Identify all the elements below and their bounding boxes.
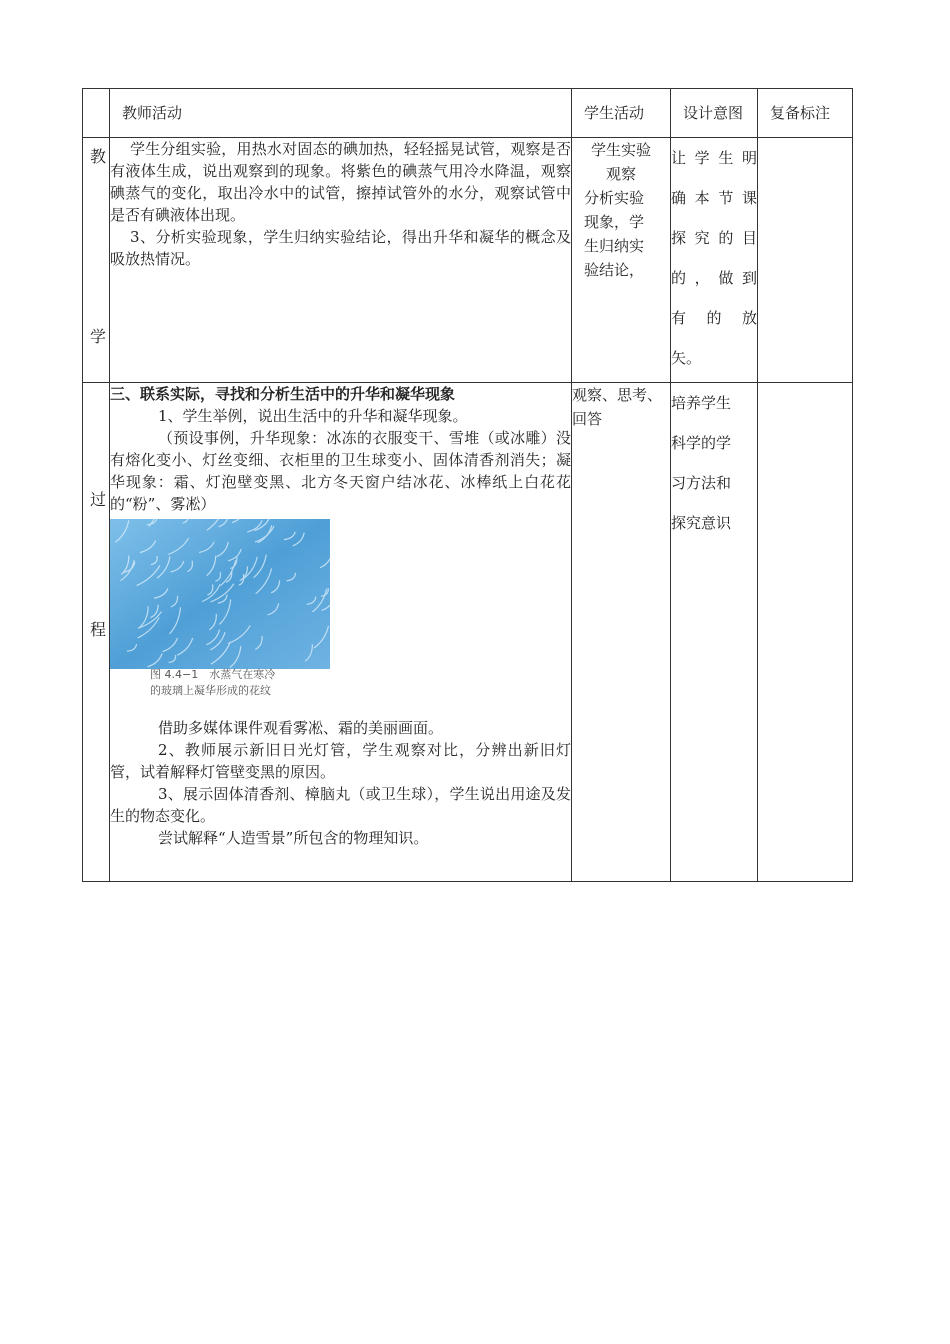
design-intent-cell [671,138,758,383]
student-line: 学生实验 [590,141,651,159]
student-line: 分析实验 [584,189,645,207]
header-review-notes: 复备标注 [770,104,831,122]
side-label-char: 学 [90,327,107,346]
design-line: 让学生明 [671,149,757,167]
design-line: 有 的 放 [671,309,757,327]
teacher-activity-cell [110,383,572,882]
student-line: 验结论， [584,261,645,279]
frost-pattern-image [110,519,330,669]
teacher-paragraph: 3、分析实验现象，学生归纳实验结论，得出升华和凝华的概念及吸放热情况。 [110,228,571,268]
student-line: 观察、思考、回答 [572,386,663,428]
side-label-char: 教 [90,147,107,166]
header-blank-cell [83,89,110,138]
header-row [83,89,853,138]
frost-pattern-figure [110,519,330,711]
design-intent-cell [671,383,758,882]
header-teacher-cell [110,89,572,138]
design-line: 探究意识 [671,514,732,532]
student-line: 观察 [605,165,636,183]
teacher-activity-cell [110,138,572,383]
student-activity-cell [572,383,671,882]
header-notes-cell [758,89,853,138]
figure-caption-line: 图 4.4−1 水蒸气在寒冷 [150,668,276,681]
student-line: 生归纳实 [584,237,645,255]
table-row [83,383,853,882]
design-line: 探究的目 [671,229,757,247]
teacher-paragraph: （预设事例，升华现象：冰冻的衣服变干、雪堆（或冰雕）没有熔化变小、灯丝变细、衣柜里的卫生球变小、固体清香剂消失；凝华现象：霜、灯泡壁变黑、北方冬天窗户结冰花、冰棒纸上白花花的“粉”、雾凇） [110,429,571,513]
review-notes-cell [758,383,853,882]
side-label-cell-top [83,138,110,383]
design-line: 确本节课 [671,189,757,207]
design-line: 矢。 [671,349,702,367]
design-line: 的，做到 [671,269,757,287]
teacher-paragraph: 2、教师展示新旧日光灯管，学生观察对比，分辨出新旧灯管，试着解释灯管壁变黑的原因。 [110,741,571,781]
design-line: 科学的学 [671,434,732,452]
design-line: 培养学生 [671,394,732,412]
table-row [83,138,853,383]
header-design-cell [671,89,758,138]
teacher-paragraph: 尝试解释“人造雪景”所包含的物理知识。 [158,829,429,847]
section-title: 三、联系实际，寻找和分析生活中的升华和凝华现象 [110,385,456,403]
header-student-cell [572,89,671,138]
figure-caption [150,667,275,699]
teacher-paragraph: 学生分组实验，用热水对固态的碘加热，轻轻摇晃试管，观察是否有液体生成，说出观察到的现象。将紫色的碘蒸气用冷水降温，观察碘蒸气的变化，取出冷水中的试管，擦掉试管外的水分，观察试管中是否有碘液体出现。 [110,140,571,224]
lesson-plan-table [82,88,853,882]
review-notes-cell [758,138,853,383]
teacher-paragraph: 借助多媒体课件观看雾凇、霜的美丽画面。 [158,719,444,737]
teacher-paragraph: 1、学生举例，说出生活中的升华和凝华现象。 [158,407,468,425]
side-label-char: 程 [90,620,107,639]
design-line: 习方法和 [671,474,732,492]
header-teacher-activity: 教师活动 [122,104,183,122]
header-design-intent: 设计意图 [683,104,744,122]
student-line: 现象，学 [584,213,645,231]
side-label-cell-bottom [83,383,110,882]
header-student-activity: 学生活动 [584,104,645,122]
teacher-paragraph: 3、展示固体清香剂、樟脑丸（或卫生球），学生说出用途及发生的物态变化。 [110,785,571,825]
side-label-char: 过 [90,490,107,509]
student-activity-cell [572,138,671,383]
figure-caption-line: 的玻璃上凝华形成的花纹 [150,684,271,697]
